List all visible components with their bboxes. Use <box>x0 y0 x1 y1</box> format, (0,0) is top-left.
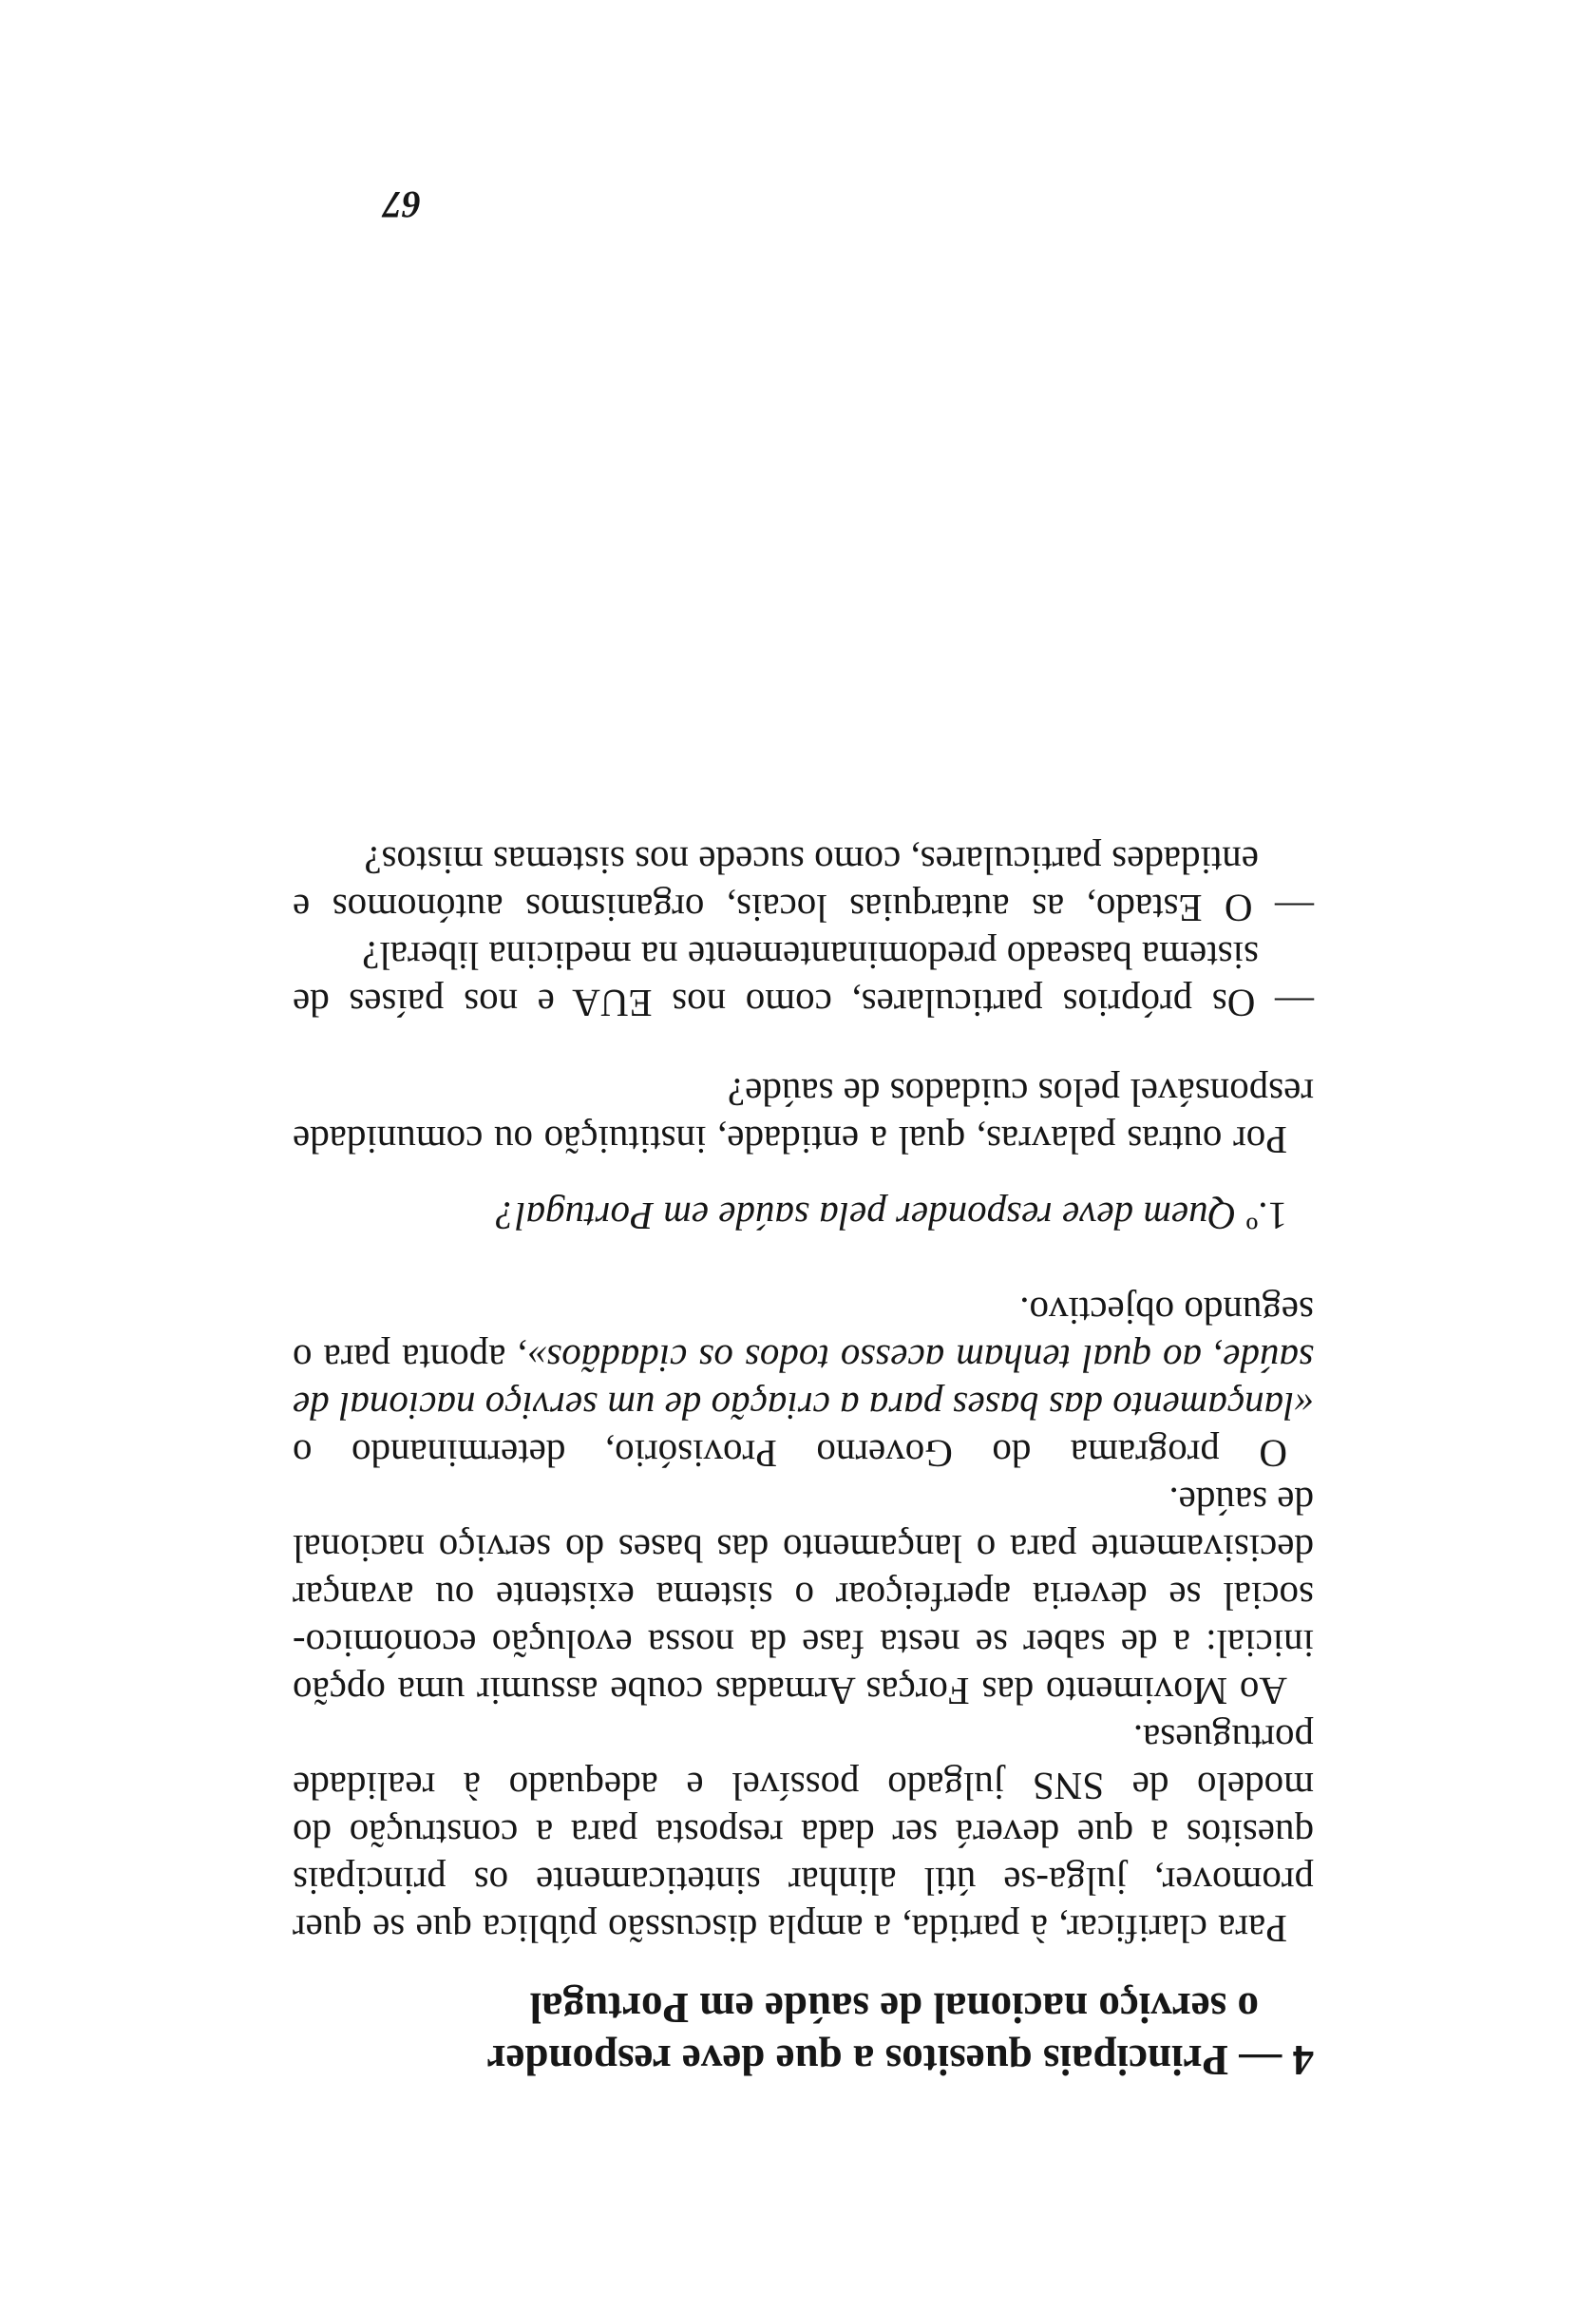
page-content <box>293 837 1314 2086</box>
page-number: 67 <box>383 183 421 226</box>
paragraph-mfa: Ao Movimento das Forças Armadas coube assumir uma opção inicial: a de saber se nesta fase da nossa evolução económico-social se deveria aperfeiçoar o sistema existente ou avançar decisivamente para o lançamento das bases do serviço nacional de saúde. <box>293 1480 1314 1713</box>
paragraph-programa-quote: «lançamento das bases para a criação de um serviço nacional de saúde, ao qual tenham acesso todos os cidadãos» <box>293 1337 1314 1428</box>
paragraph-programa-start: O programa do Governo Provisório, determinando o <box>293 1432 1287 1476</box>
answer-options <box>293 837 1314 1027</box>
question-text-italic: Quem deve responder pela saúde em Portugal? <box>495 1194 1237 1238</box>
paragraph-programa-end: , aponta para o segundo objectivo. <box>293 1289 1314 1381</box>
section-heading <box>293 1981 1314 2086</box>
paragraph-intro: Para clarificar, à partida, a ampla discussão pública que se quer promover, julga-se útil alinhar sinteticamente os principais quesitos a que deverá ser dada resposta para a construção do modelo de SNS julgado possível e adequado à realidade portuguesa. <box>293 1717 1314 1951</box>
option-estado: — O Estado, as autarquias locais, organismos autónomos e entidades particulares, como sucede nos sistemas mistos? <box>293 839 1314 930</box>
question-explanation: Por outras palavras, qual a entidade, instituição ou comunidade responsável pelos cuidados de saúde? <box>293 1071 1314 1162</box>
option-particulares: — Os próprios particulares, como nos EUA e nos países de sistema baseado predominantemente na medicina liberal? <box>293 934 1314 1025</box>
paragraph-programa <box>293 1288 1314 1478</box>
question-title <box>293 1193 1314 1240</box>
question-number: 1.º <box>1236 1194 1287 1238</box>
heading-line-2: o serviço nacional de saúde em Portugal <box>529 1984 1259 2032</box>
heading-line-1: 4 — Principais quesitos a que deve responder <box>486 2036 1314 2084</box>
